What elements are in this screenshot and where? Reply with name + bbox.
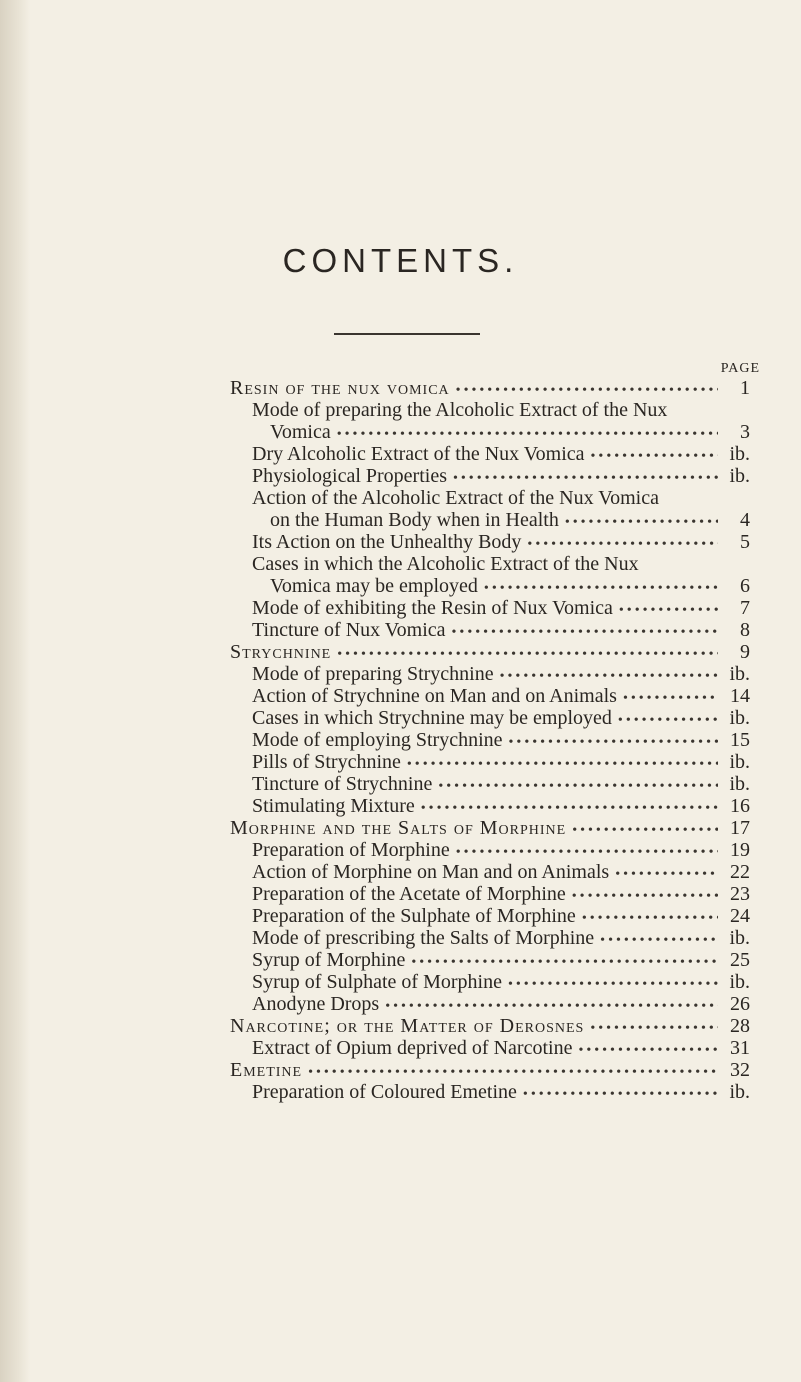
toc-entry	[252, 1081, 750, 1103]
toc-entry	[270, 575, 750, 597]
toc-entry	[252, 971, 750, 993]
toc-entry	[252, 883, 750, 905]
toc-page-number: ib.	[729, 443, 750, 465]
toc-page-number: 32	[730, 1059, 750, 1081]
toc-entry-label: Mode of employing Strychnine	[252, 729, 503, 751]
toc-entry	[252, 597, 750, 619]
toc-entry	[252, 729, 750, 751]
toc-entry	[252, 949, 750, 971]
page-column-head: PAGE	[720, 361, 760, 376]
toc-page-number: ib.	[729, 927, 750, 949]
table-of-contents	[230, 377, 750, 1103]
toc-entry-label: Tincture of Strychnine	[252, 773, 433, 795]
toc-entry	[252, 905, 750, 927]
toc-entry-label: Action of the Alcoholic Extract of the Nux Vomica	[252, 487, 659, 509]
toc-page-number: 9	[740, 641, 750, 663]
toc-entry-label: Emetine	[230, 1059, 303, 1081]
toc-page-number: ib.	[729, 1081, 750, 1103]
toc-entry-label: Morphine and the Salts of Morphine	[230, 817, 567, 839]
toc-entry-label: Preparation of Morphine	[252, 839, 450, 861]
toc-page-number: 4	[740, 509, 750, 531]
toc-entry-label: Dry Alcoholic Extract of the Nux Vomica	[252, 443, 585, 465]
toc-entry-label: Vomica may be employed	[270, 575, 478, 597]
toc-entry-label: Cases in which Strychnine may be employed	[252, 707, 612, 729]
toc-page-number: 22	[730, 861, 750, 883]
toc-page-number: ib.	[729, 707, 750, 729]
toc-entry-label: Mode of preparing the Alcoholic Extract of the Nux	[252, 399, 668, 421]
toc-page-number: 28	[730, 1015, 750, 1037]
toc-section-heading	[230, 641, 750, 663]
toc-entry	[252, 707, 750, 729]
toc-entry	[252, 443, 750, 465]
page-gutter-shadow	[0, 0, 30, 1382]
toc-section-heading	[230, 1015, 750, 1037]
toc-entry-label: on the Human Body when in Health	[270, 509, 559, 531]
toc-page-number: ib.	[729, 465, 750, 487]
toc-entry-label: Extract of Opium deprived of Narcotine	[252, 1037, 573, 1059]
toc-entry-label: Tincture of Nux Vomica	[252, 619, 446, 641]
toc-page-number: 8	[740, 619, 750, 641]
toc-entry-label: Anodyne Drops	[252, 993, 380, 1015]
toc-entry-label: Preparation of the Sulphate of Morphine	[252, 905, 576, 927]
toc-entry-label: Vomica	[270, 421, 331, 443]
toc-page-number: ib.	[729, 773, 750, 795]
toc-entry	[270, 421, 750, 443]
toc-section-heading	[230, 377, 750, 399]
toc-entry	[252, 751, 750, 773]
toc-entry	[252, 685, 750, 707]
toc-entry	[252, 465, 750, 487]
toc-page-number: 19	[730, 839, 750, 861]
toc-page-number: 7	[740, 597, 750, 619]
dot-leader	[523, 1084, 718, 1106]
toc-page-number: 1	[740, 377, 750, 399]
toc-page-number: ib.	[729, 751, 750, 773]
toc-entry-label: Preparation of the Acetate of Morphine	[252, 883, 566, 905]
toc-entry-label: Action of Strychnine on Man and on Animals	[252, 685, 617, 707]
toc-page-number: 23	[730, 883, 750, 905]
toc-entry	[252, 553, 750, 575]
toc-entry-label: Physiological Properties	[252, 465, 447, 487]
toc-entry-label: Action of Morphine on Man and on Animals	[252, 861, 610, 883]
toc-page-number: 14	[730, 685, 750, 707]
toc-page-number: 3	[740, 421, 750, 443]
toc-entry-label: Resin of the nux vomica	[230, 377, 450, 399]
toc-entry-label: Cases in which the Alcoholic Extract of the Nux	[252, 553, 639, 575]
toc-page-number: 24	[730, 905, 750, 927]
toc-page-number: 16	[730, 795, 750, 817]
toc-page-number: 25	[730, 949, 750, 971]
toc-entry	[252, 663, 750, 685]
toc-entry-label: Strychnine	[230, 641, 332, 663]
toc-page-number: 15	[730, 729, 750, 751]
toc-page-number: 17	[730, 817, 750, 839]
toc-section-heading	[230, 1059, 750, 1081]
toc-entry-label: Stimulating Mixture	[252, 795, 415, 817]
toc-entry-label: Mode of preparing Strychnine	[252, 663, 494, 685]
toc-entry-label: Pills of Strychnine	[252, 751, 401, 773]
toc-entry	[252, 927, 750, 949]
toc-entry-label: Preparation of Coloured Emetine	[252, 1081, 517, 1103]
toc-page-number: 5	[740, 531, 750, 553]
title-rule	[334, 333, 480, 335]
toc-section-heading	[230, 817, 750, 839]
toc-entry-label: Syrup of Morphine	[252, 949, 406, 971]
toc-entry-label: Narcotine; or the Matter of Derosnes	[230, 1015, 585, 1037]
toc-entry	[252, 773, 750, 795]
toc-entry-label: Mode of exhibiting the Resin of Nux Vomica	[252, 597, 613, 619]
toc-entry	[252, 795, 750, 817]
toc-entry	[252, 861, 750, 883]
toc-entry	[252, 619, 750, 641]
toc-page-number: 6	[740, 575, 750, 597]
toc-entry-label: Mode of prescribing the Salts of Morphine	[252, 927, 595, 949]
toc-entry	[252, 531, 750, 553]
toc-entry	[252, 1037, 750, 1059]
page-title: CONTENTS.	[282, 242, 519, 279]
toc-page-number: ib.	[729, 663, 750, 685]
toc-entry-label: Syrup of Sulphate of Morphine	[252, 971, 502, 993]
toc-entry	[252, 399, 750, 421]
toc-entry-label: Its Action on the Unhealthy Body	[252, 531, 522, 553]
toc-entry	[252, 487, 750, 509]
toc-page-number: 26	[730, 993, 750, 1015]
toc-entry	[252, 839, 750, 861]
toc-entry	[252, 993, 750, 1015]
toc-entry	[270, 509, 750, 531]
toc-page-number: 31	[730, 1037, 750, 1059]
toc-page-number: ib.	[729, 971, 750, 993]
